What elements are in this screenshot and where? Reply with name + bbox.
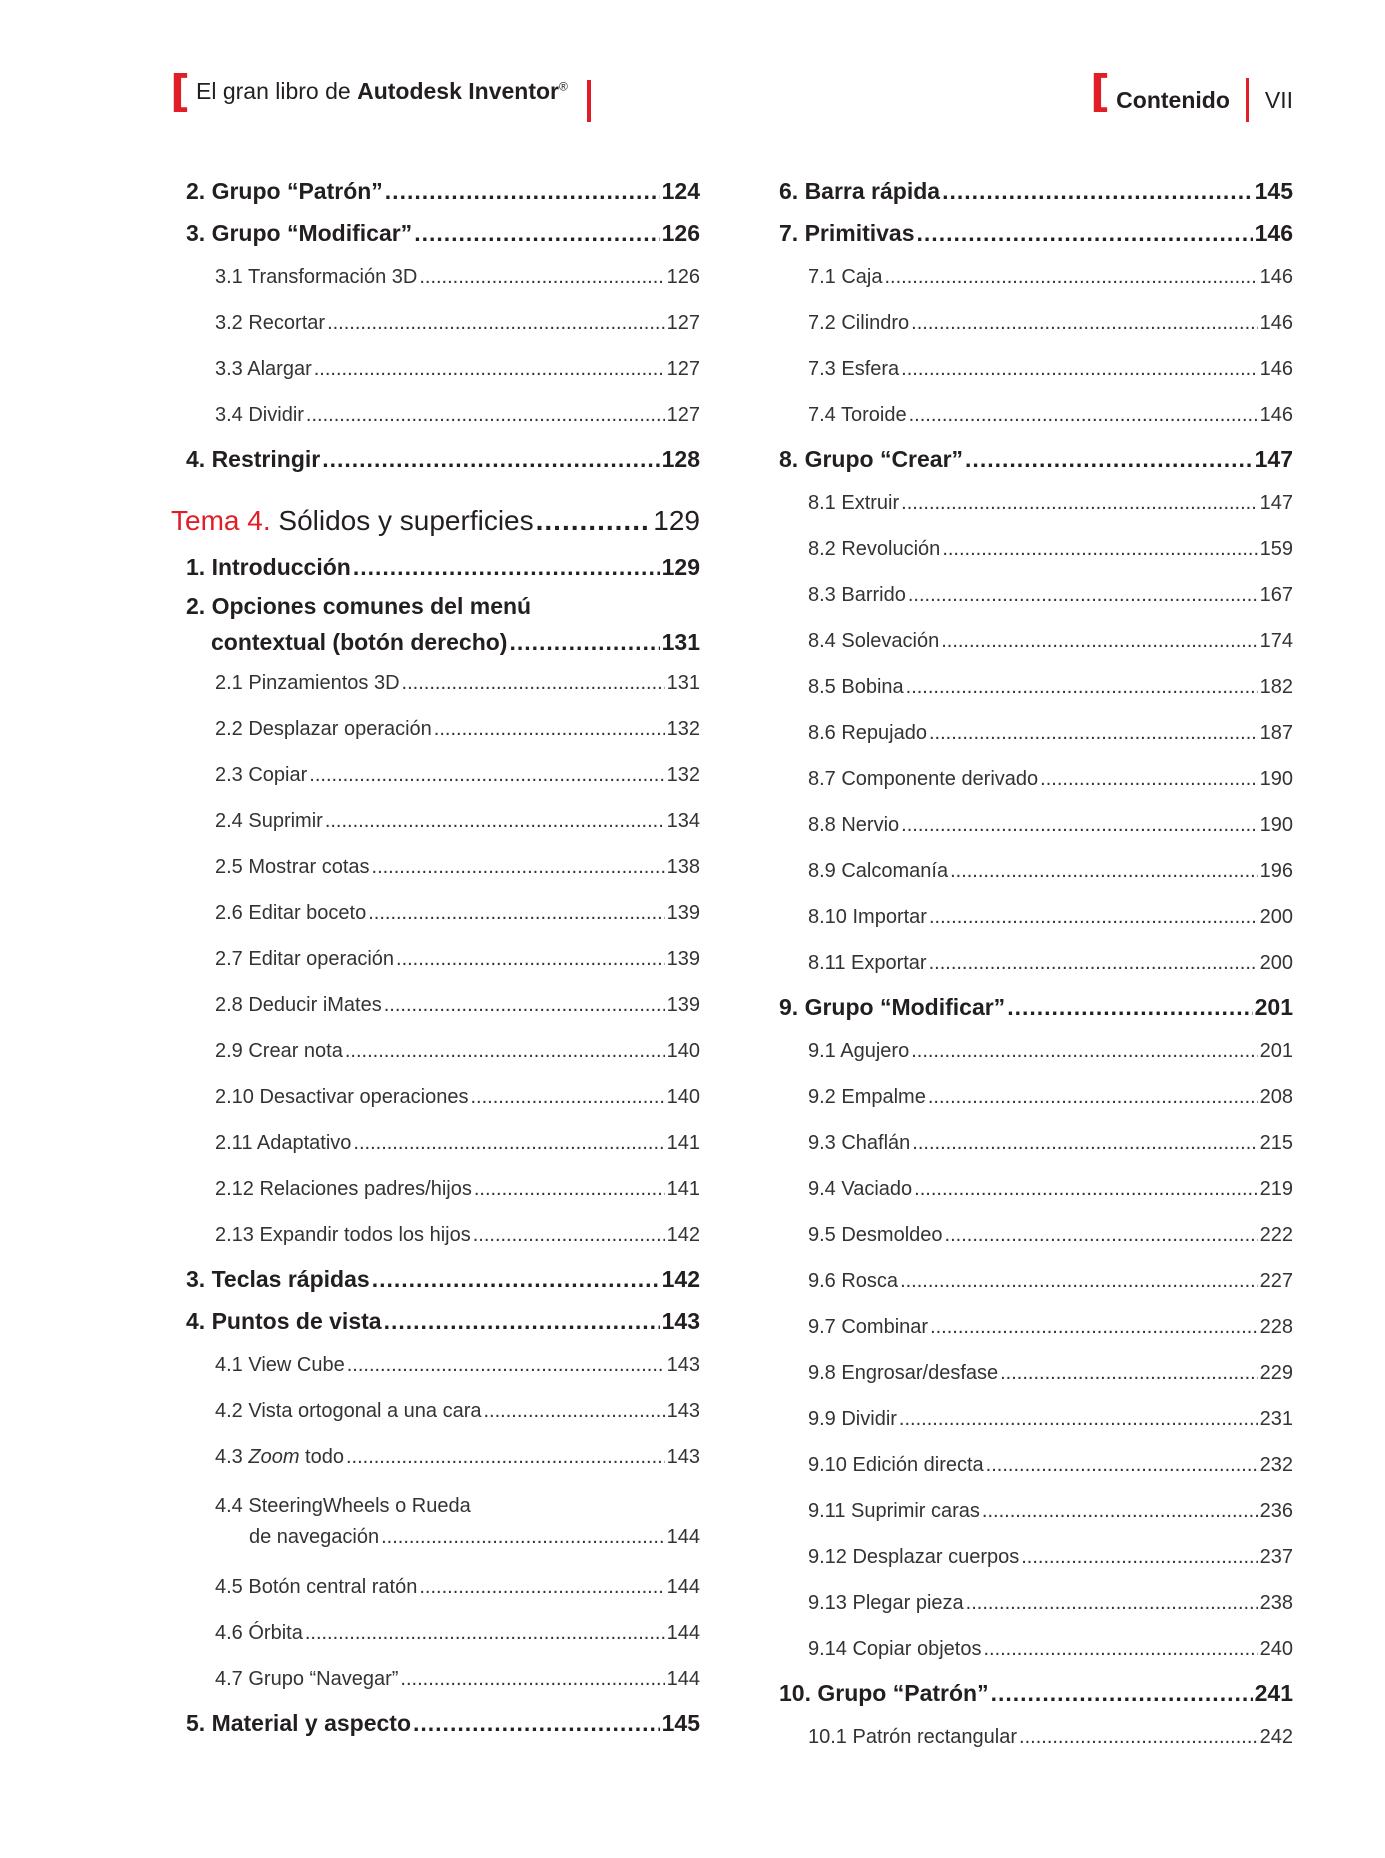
toc-leader: [911, 300, 1257, 346]
toc-entry[interactable]: [186, 1300, 700, 1342]
toc-leader: [306, 392, 665, 438]
toc-leader: [305, 1610, 665, 1656]
toc-title: 1. Introducción: [186, 554, 351, 580]
toc-entry[interactable]: [186, 212, 700, 254]
toc-title: 9.2 Empalme: [808, 1086, 926, 1108]
toc-entry[interactable]: [186, 1342, 700, 1388]
toc-title: 2.11 Adaptativo: [215, 1132, 352, 1154]
toc-leader: [372, 844, 665, 890]
toc-entry[interactable]: [779, 1580, 1293, 1626]
toc-entry[interactable]: [779, 986, 1293, 1028]
toc-title: [215, 1434, 344, 1480]
toc-entry[interactable]: [779, 1028, 1293, 1074]
toc-leader: [899, 1396, 1258, 1442]
toc-entry[interactable]: [779, 1488, 1293, 1534]
toc-page: 240: [1259, 1638, 1293, 1660]
toc-page: 142: [666, 1224, 700, 1246]
toc-title: 9.6 Rosca: [808, 1270, 899, 1292]
toc-leader: [901, 480, 1257, 526]
toc-title: 2. Grupo “Patrón”: [186, 178, 383, 204]
toc-leader: [509, 624, 659, 660]
toc-title: contextual (botón derecho): [211, 629, 508, 655]
toc-title: 5. Material y aspecto: [186, 1710, 411, 1736]
toc-page: 127: [666, 358, 700, 380]
toc-leader: [325, 798, 665, 844]
toc-leader: [434, 706, 665, 752]
toc-page: 134: [666, 810, 700, 832]
chapter-label: Tema 4.: [171, 505, 271, 536]
toc-leader: [419, 1564, 664, 1610]
toc-title: 8.1 Extruir: [808, 492, 900, 514]
toc-leader: [353, 1120, 664, 1166]
toc-page: 236: [1259, 1500, 1293, 1522]
toc-leader: [1040, 756, 1257, 802]
toc-page: 237: [1259, 1546, 1293, 1568]
toc-entry[interactable]: [186, 936, 700, 982]
toc-page: 167: [1259, 584, 1293, 606]
toc-page: 126: [661, 220, 700, 246]
toc-leader: [906, 664, 1258, 710]
toc-leader: [402, 660, 665, 706]
toc-leader: [400, 1656, 664, 1702]
toc-title: 9.12 Desplazar cuerpos: [808, 1546, 1020, 1568]
toc-entry[interactable]: [779, 848, 1293, 894]
toc-entry[interactable]: [779, 480, 1293, 526]
toc-leader: [396, 936, 665, 982]
toc-leader: [413, 1702, 660, 1744]
toc-leader: [345, 1028, 665, 1074]
toc-page: 143: [666, 1354, 700, 1376]
toc-title: 8.2 Revolución: [808, 538, 941, 560]
toc-entry[interactable]: [779, 572, 1293, 618]
toc-entry[interactable]: [779, 1258, 1293, 1304]
toc-entry[interactable]: [186, 844, 700, 890]
toc-page: 140: [666, 1040, 700, 1062]
toc-entry[interactable]: [779, 392, 1293, 438]
toc-page: 241: [1254, 1680, 1293, 1706]
toc-right-column: [779, 170, 1293, 1760]
toc-leader: [368, 890, 664, 936]
toc-leader: [384, 1300, 660, 1342]
toc-entry-line2[interactable]: [186, 624, 700, 660]
toc-title: 8.7 Componente derivado: [808, 768, 1039, 790]
toc-leader: [327, 300, 665, 346]
toc-page: 190: [1259, 814, 1293, 836]
toc-entry[interactable]: [186, 392, 700, 438]
toc-page: 127: [666, 312, 700, 334]
toc-leader: [474, 1166, 665, 1212]
toc-title: 4.5 Botón central ratón: [215, 1576, 418, 1598]
toc-leader: [912, 1120, 1257, 1166]
toc-entry[interactable]: [779, 894, 1293, 940]
toc-page: 215: [1259, 1132, 1293, 1154]
toc-title: 8.4 Solevación: [808, 630, 940, 652]
toc-title-number: 4.3: [215, 1446, 249, 1468]
toc-title: 2.10 Desactivar operaciones: [215, 1086, 469, 1108]
toc-entry[interactable]: [186, 1074, 700, 1120]
toc-title: 2.6 Editar boceto: [215, 902, 367, 924]
toc-leader: [473, 1212, 665, 1258]
toc-leader: [347, 1342, 665, 1388]
toc-leader: [885, 254, 1258, 300]
toc-page: 139: [666, 994, 700, 1016]
toc-entry[interactable]: [779, 1350, 1293, 1396]
toc-page: 187: [1259, 722, 1293, 744]
toc-page: 229: [1259, 1362, 1293, 1384]
toc-entry[interactable]: [779, 170, 1293, 212]
toc-leader: [911, 1028, 1257, 1074]
toc-page: 127: [666, 404, 700, 426]
toc-title: 2.7 Editar operación: [215, 948, 395, 970]
header-right-bracket: [: [1090, 66, 1111, 117]
toc-page: 143: [666, 1446, 700, 1468]
toc-leader: [965, 438, 1253, 480]
toc-title: 2.12 Relaciones padres/hijos: [215, 1178, 472, 1200]
toc-entry[interactable]: [186, 982, 700, 1028]
toc-page: 147: [1259, 492, 1293, 514]
toc-left-column: [171, 170, 700, 1744]
toc-page: 142: [661, 1266, 700, 1292]
toc-title: 4. Restringir: [186, 446, 321, 472]
toc-leader: [900, 1258, 1258, 1304]
running-head-section: [1116, 78, 1293, 122]
toc-entry[interactable]: [186, 1028, 700, 1074]
toc-leader: [941, 618, 1257, 664]
toc-page: 144: [666, 1622, 700, 1644]
toc-title-italic: Zoom: [248, 1446, 300, 1468]
toc-entry[interactable]: [186, 170, 700, 212]
toc-entry[interactable]: [186, 1120, 700, 1166]
toc-title: 8.10 Importar: [808, 906, 927, 928]
toc-entry[interactable]: [779, 438, 1293, 480]
toc-page: 147: [1254, 446, 1293, 472]
toc-leader: [929, 894, 1258, 940]
toc-title: 4. Puntos de vista: [186, 1308, 382, 1334]
toc-entry[interactable]: [186, 1258, 700, 1300]
toc-page: 159: [1259, 538, 1293, 560]
toc-page: 124: [661, 178, 700, 204]
toc-title: 3. Grupo “Modificar”: [186, 220, 413, 246]
toc-page: 196: [1259, 860, 1293, 882]
toc-page: 231: [1259, 1408, 1293, 1430]
toc-page: 128: [661, 446, 700, 472]
toc-entry[interactable]: [779, 346, 1293, 392]
toc-title: 10.1 Patrón rectangular: [808, 1726, 1018, 1748]
toc-leader: [942, 526, 1257, 572]
toc-entry[interactable]: [186, 752, 700, 798]
toc-page: 146: [1259, 404, 1293, 426]
toc-title: 8. Grupo “Crear”: [779, 446, 964, 472]
toc-title: 2.2 Desplazar operación: [215, 718, 432, 740]
toc-entry-line1[interactable]: 2. Opciones comunes del menú: [186, 593, 532, 619]
toc-page: 139: [666, 948, 700, 970]
toc-leader: [1021, 1534, 1257, 1580]
book-title-brand: Autodesk Inventor: [357, 78, 560, 104]
toc-leader: [309, 752, 664, 798]
toc-entry[interactable]: [186, 1702, 700, 1744]
toc-title: 8.8 Nervio: [808, 814, 900, 836]
toc-leader: [909, 392, 1258, 438]
toc-title: 9.3 Chaflán: [808, 1132, 911, 1154]
toc-leader: [917, 212, 1253, 254]
toc-page: 228: [1259, 1316, 1293, 1338]
toc-page: 145: [1254, 178, 1293, 204]
toc-title: 9.13 Plegar pieza: [808, 1592, 964, 1614]
toc-title: 2.13 Expandir todos los hijos: [215, 1224, 471, 1246]
toc-page: 200: [1259, 952, 1293, 974]
toc-entry[interactable]: [779, 618, 1293, 664]
toc-leader: [901, 802, 1257, 848]
toc-leader: [901, 346, 1257, 392]
toc-title: 2.4 Suprimir: [215, 810, 323, 832]
toc-leader: [914, 1166, 1257, 1212]
toc-page: 140: [666, 1086, 700, 1108]
header-divider: [1246, 78, 1249, 122]
toc-page: 182: [1259, 676, 1293, 698]
toc-leader: [1000, 1350, 1258, 1396]
toc-entry[interactable]: [186, 1388, 700, 1434]
toc-page: 146: [1259, 358, 1293, 380]
running-head-book-title: [196, 78, 568, 105]
toc-entry[interactable]: [186, 1610, 700, 1656]
toc-entry[interactable]: [186, 890, 700, 936]
toc-entry-line1[interactable]: 4.4 SteeringWheels o Rueda: [215, 1495, 471, 1517]
toc-entry[interactable]: [186, 706, 700, 752]
toc-page: 129: [653, 505, 700, 536]
toc-entry[interactable]: [779, 526, 1293, 572]
toc-title: 9.5 Desmoldeo: [808, 1224, 943, 1246]
toc-page: 145: [661, 1710, 700, 1736]
toc-title: 2.9 Crear nota: [215, 1040, 343, 1062]
toc-title: 9.11 Suprimir caras: [808, 1500, 980, 1522]
toc-page: 208: [1259, 1086, 1293, 1108]
toc-leader: [950, 848, 1258, 894]
toc-page: 146: [1259, 312, 1293, 334]
toc-leader: [384, 982, 665, 1028]
toc-leader: [929, 710, 1258, 756]
toc-page: 138: [666, 856, 700, 878]
toc-page: 132: [666, 718, 700, 740]
toc-title: 2.3 Copiar: [215, 764, 308, 786]
toc-title: 8.3 Barrido: [808, 584, 906, 606]
toc-entry[interactable]: [779, 1442, 1293, 1488]
toc-page: 144: [666, 1526, 700, 1548]
toc-title: 4.7 Grupo “Navegar”: [215, 1668, 399, 1690]
toc-leader: [966, 1580, 1258, 1626]
toc-page: 190: [1259, 768, 1293, 790]
toc-title-rest: todo: [299, 1446, 344, 1468]
toc-page: 174: [1259, 630, 1293, 652]
toc-leader: [353, 546, 660, 588]
toc-title: 8.6 Repujado: [808, 722, 927, 744]
page-number: VII: [1264, 86, 1293, 113]
toc-page: 238: [1259, 1592, 1293, 1614]
toc-entry[interactable]: [779, 1120, 1293, 1166]
toc-entry[interactable]: [186, 300, 700, 346]
toc-leader: [419, 254, 664, 300]
header-left-rule: [587, 80, 591, 122]
toc-title: 9.4 Vaciado: [808, 1178, 913, 1200]
toc-page: 141: [666, 1132, 700, 1154]
toc-entry[interactable]: [779, 212, 1293, 254]
toc-page: 146: [1259, 266, 1293, 288]
toc-entry[interactable]: [779, 756, 1293, 802]
toc-title: 7.3 Esfera: [808, 358, 900, 380]
toc-leader: [314, 346, 665, 392]
toc-page: 201: [1259, 1040, 1293, 1062]
toc-title: 3.3 Alargar: [215, 358, 312, 380]
toc-entry[interactable]: [779, 664, 1293, 710]
toc-title: 8.9 Calcomanía: [808, 860, 949, 882]
toc-entry[interactable]: [186, 660, 700, 706]
toc-page: 201: [1254, 994, 1293, 1020]
toc-page: 227: [1259, 1270, 1293, 1292]
toc-page: 144: [666, 1576, 700, 1598]
toc-page: 131: [666, 672, 700, 694]
toc-title: 4.1 View Cube: [215, 1354, 345, 1376]
toc-entry[interactable]: [779, 1396, 1293, 1442]
toc-leader: [928, 1074, 1258, 1120]
toc-title: 9.1 Agujero: [808, 1040, 910, 1062]
toc-page: 144: [666, 1668, 700, 1690]
toc-page: 126: [666, 266, 700, 288]
toc-entry[interactable]: [186, 1212, 700, 1258]
toc-entry[interactable]: [186, 798, 700, 844]
toc-page: 232: [1259, 1454, 1293, 1476]
toc-title: 9.9 Dividir: [808, 1408, 897, 1430]
toc-title: 3. Teclas rápidas: [186, 1266, 370, 1292]
toc-leader: [930, 1304, 1258, 1350]
toc-title: 9.8 Engrosar/desfase: [808, 1362, 999, 1384]
toc-leader: [346, 1434, 665, 1480]
toc-title: 9.7 Combinar: [808, 1316, 929, 1338]
toc-leader: [470, 1074, 664, 1120]
toc-title: 4.6 Órbita: [215, 1622, 303, 1644]
toc-title: 9.14 Copiar objetos: [808, 1638, 982, 1660]
toc-page: 200: [1259, 906, 1293, 928]
toc-leader: [983, 1626, 1257, 1672]
toc-entry[interactable]: [186, 546, 700, 588]
toc-leader: [372, 1258, 660, 1300]
toc-leader: [322, 438, 659, 480]
toc-entry[interactable]: [779, 1534, 1293, 1580]
toc-entry[interactable]: [779, 1626, 1293, 1672]
toc-entry[interactable]: [779, 1304, 1293, 1350]
toc-page: 132: [666, 764, 700, 786]
toc-title: 8.5 Bobina: [808, 676, 904, 698]
toc-title: 7.1 Caja: [808, 266, 883, 288]
toc-page: 129: [661, 554, 700, 580]
toc-leader: [982, 1488, 1258, 1534]
toc-entry[interactable]: [779, 1672, 1293, 1714]
registered-mark: ®: [559, 79, 568, 94]
chapter-name: Sólidos y superficies: [270, 505, 534, 536]
toc-leader: [381, 1522, 665, 1552]
toc-leader: [414, 212, 659, 254]
toc-page: 146: [1254, 220, 1293, 246]
toc-page: 219: [1259, 1178, 1293, 1200]
toc-title: 9. Grupo “Modificar”: [779, 994, 1006, 1020]
toc-page: 222: [1259, 1224, 1293, 1246]
toc-entry[interactable]: [186, 254, 700, 300]
header-left-bracket: [: [170, 66, 191, 117]
toc-title: de navegación: [249, 1526, 380, 1548]
toc-leader: [1019, 1714, 1258, 1760]
toc-title: 2.1 Pinzamientos 3D: [215, 672, 400, 694]
toc-title: 4.2 Vista ortogonal a una cara: [215, 1400, 482, 1422]
toc-leader: [385, 170, 660, 212]
toc-title: 10. Grupo “Patrón”: [779, 1680, 989, 1706]
toc-entry[interactable]: [186, 1434, 700, 1480]
toc-entry[interactable]: [186, 438, 700, 480]
toc-page: 143: [661, 1308, 700, 1334]
toc-leader: [483, 1388, 664, 1434]
toc-entry[interactable]: [186, 1656, 700, 1702]
toc-entry[interactable]: [186, 346, 700, 392]
toc-leader: [991, 1672, 1253, 1714]
toc-page: 143: [666, 1400, 700, 1422]
toc-title: 8.11 Exportar: [808, 952, 927, 974]
toc-leader: [942, 170, 1253, 212]
toc-leader: [929, 940, 1258, 986]
toc-page: 242: [1259, 1726, 1293, 1748]
toc-page: 139: [666, 902, 700, 924]
toc-entry[interactable]: [779, 1074, 1293, 1120]
toc-page: 131: [661, 629, 700, 655]
toc-leader: [1007, 986, 1252, 1028]
toc-title: 9.10 Edición directa: [808, 1454, 984, 1476]
toc-title: 7.4 Toroide: [808, 404, 907, 426]
toc-title: 3.1 Transformación 3D: [215, 266, 418, 288]
toc-title: 2.5 Mostrar cotas: [215, 856, 370, 878]
toc-entry[interactable]: [779, 254, 1293, 300]
toc-entry[interactable]: [779, 300, 1293, 346]
toc-leader: [986, 1442, 1258, 1488]
toc-entry-line2[interactable]: [186, 1522, 700, 1564]
toc-leader: [908, 572, 1258, 618]
toc-entry[interactable]: [779, 1714, 1293, 1760]
toc-title: 6. Barra rápida: [779, 178, 941, 204]
toc-entry[interactable]: [779, 710, 1293, 756]
toc-title: 7.2 Cilindro: [808, 312, 910, 334]
toc-entry[interactable]: [186, 1166, 700, 1212]
toc-entry[interactable]: [779, 940, 1293, 986]
chapter-heading[interactable]: [171, 480, 700, 546]
toc-leader: [945, 1212, 1258, 1258]
toc-entry[interactable]: [779, 1166, 1293, 1212]
toc-entry[interactable]: [779, 1212, 1293, 1258]
toc-entry[interactable]: [186, 1564, 700, 1610]
toc-page: 141: [666, 1178, 700, 1200]
toc-title: 3.4 Dividir: [215, 404, 304, 426]
section-title: Contenido: [1116, 86, 1230, 113]
toc-title: 7. Primitivas: [779, 220, 915, 246]
toc-title: 2.8 Deducir iMates: [215, 994, 382, 1016]
toc-title: 3.2 Recortar: [215, 312, 326, 334]
toc-entry[interactable]: [779, 802, 1293, 848]
book-title-prefix: El gran libro de: [196, 78, 358, 104]
